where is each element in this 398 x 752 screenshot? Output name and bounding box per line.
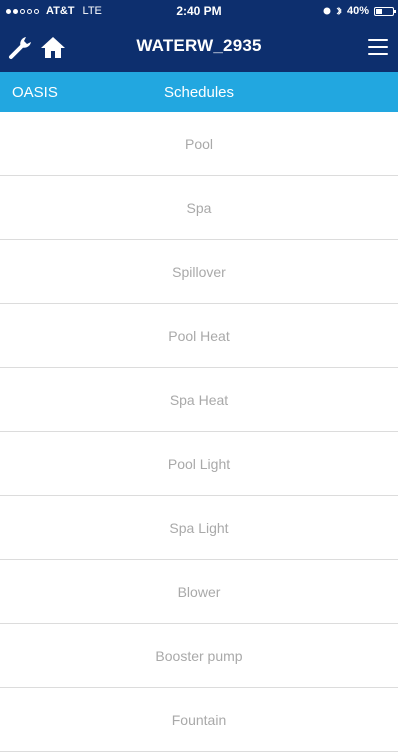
battery-icon <box>374 7 394 16</box>
network-type: LTE <box>82 5 102 17</box>
schedule-item-spa-light[interactable]: Spa Light <box>0 496 398 560</box>
status-right <box>323 5 394 17</box>
schedule-item-spa-heat[interactable]: Spa Heat <box>0 368 398 432</box>
schedule-item-spa[interactable]: Spa <box>0 176 398 240</box>
nav-bar <box>0 22 398 72</box>
sub-header-bar <box>0 72 398 112</box>
location-label[interactable]: OASIS <box>12 84 58 101</box>
schedule-item-fountain[interactable]: Fountain <box>0 688 398 752</box>
section-title: Schedules <box>163 84 235 101</box>
carrier-name: AT&T <box>46 5 75 17</box>
schedule-item-pool-light[interactable]: Pool Light <box>0 432 398 496</box>
menu-icon[interactable] <box>368 39 388 55</box>
schedule-item-pool-heat[interactable]: Pool Heat <box>0 304 398 368</box>
status-bar <box>0 0 398 22</box>
battery-percent: 40% <box>346 5 369 17</box>
schedule-item-pool[interactable]: Pool <box>0 112 398 176</box>
status-time: 2:40 PM <box>176 4 222 18</box>
schedule-list <box>0 112 398 752</box>
schedule-item-spillover[interactable]: Spillover <box>0 240 398 304</box>
page-title: WATERW_2935 <box>136 36 262 55</box>
schedule-item-blower[interactable]: Blower <box>0 560 398 624</box>
bluetooth-icon <box>336 6 342 16</box>
location-icon <box>323 7 331 15</box>
schedule-item-booster-pump[interactable]: Booster pump <box>0 624 398 688</box>
battery-fill <box>376 9 382 14</box>
